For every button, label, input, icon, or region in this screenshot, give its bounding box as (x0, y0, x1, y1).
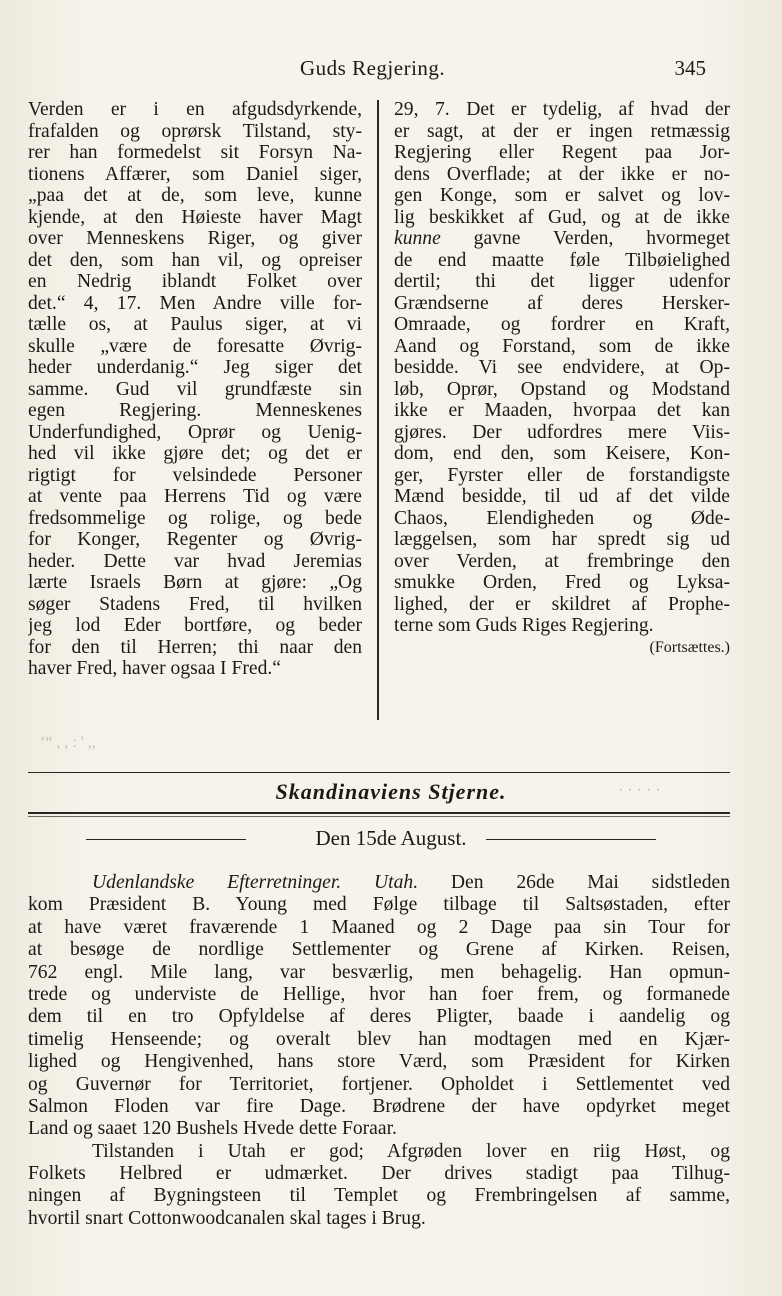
text-line: de end maatte føle Tilbøielighed (394, 249, 730, 271)
continued-note: (Fortsættes.) (649, 638, 730, 656)
text-line: det den, som han vil, og opreiser (28, 249, 362, 271)
text-line: ger, Fyrster eller de forstandigste (394, 464, 730, 486)
text-line: jeg lod Eder bortføre, og beder (28, 615, 362, 636)
section-rule-bottom-thin (28, 816, 730, 817)
news-first-line-text: Den 26de Mai sidstleden (450, 872, 730, 893)
dateline: Den 15de August. (315, 826, 467, 850)
text-line: søger Stadens Fred, til hvilken (28, 593, 362, 615)
news-line: trede og underviste de Hellige, hvor han foer frem, og formanede (28, 983, 730, 1005)
news-paragraph-start: Tilstanden i Utah er god; Afgrøden lover en riig Høst, og (92, 1140, 730, 1162)
text-line: fredsommelige og rolige, og bede (28, 507, 362, 529)
news-line: timelig Henseende; og overalt blev han modtagen med en Kjær- (28, 1028, 730, 1050)
running-title: Guds Regjering. (300, 56, 446, 80)
news-line: og Guvernør for Territoriet, fortjener. Opholdet i Settlementet ved (28, 1073, 730, 1095)
text-line: Omraade, og fordrer en Kraft, (394, 314, 730, 335)
text-line: er sagt, at der er ingen retmæssig (394, 120, 730, 142)
text-line: dertil; thi det ligger udenfor (394, 271, 730, 292)
news-line: Folkets Helbred er udmærket. Der drives stadigt paa Tilhug- (28, 1163, 730, 1185)
page-number: 345 (674, 56, 706, 80)
news-article (28, 872, 730, 1230)
text-line: over Menneskens Riger, og giver (28, 228, 362, 249)
text-line: Aand og Forstand, som de ikke (394, 335, 730, 357)
text-line: det.“ 4, 17. Men Andre ville for- (28, 292, 362, 314)
news-line: hvortil snart Cottonwoodcanalen skal tages i Brug. (28, 1207, 426, 1229)
section-title: Skandinaviens Stjerne. (275, 779, 507, 804)
text-line: over Verden, at frembringe den (394, 550, 730, 572)
news-line: kom Præsident B. Young med Følge tilbage til Saltsøstaden, efter (28, 894, 730, 916)
section-rule-bottom (28, 812, 730, 814)
text-line: lig beskikket af Gud, og at de ikke (394, 206, 730, 228)
news-first-line (28, 872, 730, 894)
news-line: at besøge de nordlige Settlementer og Grene af Kirken. Reisen, (28, 939, 730, 961)
text-line: Verden er i en afgudsdyrkende, (28, 99, 362, 120)
text-line: Grændserne af deres Hersker- (394, 292, 730, 314)
text-line: kjende, at den Høieste haver Magt (28, 206, 362, 228)
text-line: ikke er Maaden, hvorpaa det kan (394, 400, 730, 421)
text-line: for den til Herren; thi naar den (28, 636, 362, 658)
page-header (0, 56, 782, 90)
news-line: lighed og Hengivenhed, hans store Værd, som Præsident for Kirken (28, 1051, 730, 1073)
news-line: dem til en tro Opfyldelse af deres Pligter, baade i aandelig og (28, 1006, 730, 1028)
text-line: besidde. Vi see endvidere, at Op- (394, 357, 730, 378)
text-line: skulle „være de foresatte Øvrig- (28, 335, 362, 357)
text-line: Mænd besidde, til ud af det vilde (394, 486, 730, 507)
text-line: dens Overflade; at der ikke er no- (394, 163, 730, 185)
text-line: rer han formedelst sit Forsyn Na- (28, 142, 362, 163)
text-line: læggelsen, som har spredt sig ud (394, 529, 730, 550)
text-line: at vente paa Herrens Tid og være (28, 486, 362, 507)
text-line: lighed, der er skildret af Prophe- (394, 593, 730, 615)
show-through-text: ‘“ , , : ' ,, (40, 734, 96, 751)
text-line: „paa det at de, som leve, kunne (28, 185, 362, 206)
text-line: Chaos, Elendigheden og Øde- (394, 507, 730, 529)
news-heading: Udenlandske Efterretninger. Utah. (92, 872, 419, 893)
text-line: dom, end den, som Keisere, Kon- (394, 443, 730, 464)
news-line: Land og saaet 120 Bushels Hvede dette Foraar. (28, 1118, 397, 1140)
text-line: lærte Israels Børn at gjøre: „Og (28, 572, 362, 593)
text-line: tælle os, at Paulus siger, at vi (28, 314, 362, 335)
italic-word: kunne (394, 228, 441, 249)
text-line: gen Konge, som er salvet og lov- (394, 185, 730, 206)
text-line: samme. Gud vil grundfæste sin (28, 378, 362, 400)
news-line: 762 engl. Mile lang, var besværlig, men behagelig. Han opmun- (28, 961, 730, 983)
text-line: smukke Orden, Fred og Lyksa- (394, 572, 730, 593)
news-line: Salmon Floden var fire Dage. Brødrene der have opdyrket meget (28, 1095, 730, 1117)
news-line: at have været fraværende 1 Maaned og 2 Dage paa sin Tour for (28, 916, 730, 938)
news-line: ningen af Bygningsteen til Templet og Frembringelsen af samme, (28, 1185, 730, 1207)
text-line: en Nedrig iblandt Folket over (28, 271, 362, 292)
text-line: hed vil ikke gjøre det; og det er (28, 443, 362, 464)
text-line: terne som Guds Riges Regjering. (394, 615, 654, 636)
text-line: gjøres. Der udfordres mere Viis- (394, 421, 730, 443)
text-line: tionens Affærer, som Daniel siger, (28, 163, 362, 185)
text-line: 29, 7. Det er tydelig, af hvad der (394, 99, 730, 120)
text-line: frafalden og oprørsk Tilstand, sty- (28, 120, 362, 142)
left-column (28, 99, 362, 680)
text-line: Regjering eller Regent paa Jor- (394, 142, 730, 163)
text-line: rigtigt for velsindede Personer (28, 464, 362, 486)
text-line: haver Fred, haver ogsaa I Fred.“ (28, 658, 281, 679)
text-line: egen Regjering. Menneskenes (28, 400, 362, 421)
section-rule-top (28, 772, 730, 773)
dateline-rule-right (486, 839, 656, 840)
show-through-text: · · · · · (618, 782, 661, 799)
text-line: heder underdanig.“ Jeg siger det (28, 357, 362, 378)
text-line: for Konger, Regenter og Øvrig- (28, 529, 362, 550)
text-line: heder. Dette var hvad Jeremias (28, 550, 362, 572)
right-column (394, 99, 730, 658)
text-line: Underfundighed, Oprør og Uenig- (28, 421, 362, 443)
text-line: kunne gavne Verden, hvormeget (394, 228, 730, 249)
text-line: løb, Oprør, Opstand og Modstand (394, 378, 730, 400)
column-divider (377, 100, 379, 720)
